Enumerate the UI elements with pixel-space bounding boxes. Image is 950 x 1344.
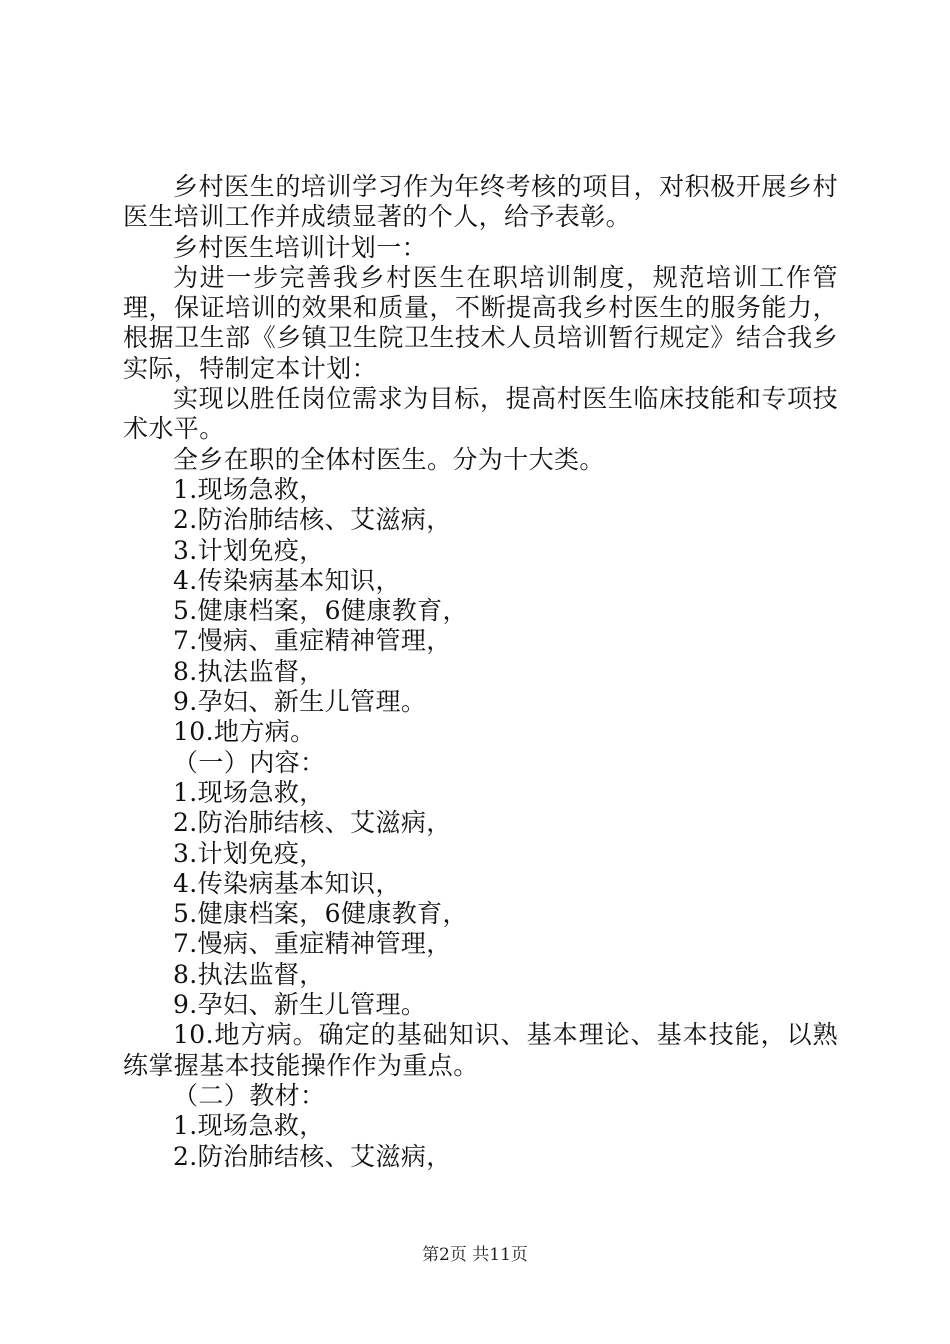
list-item: 3.计划免疫， bbox=[173, 838, 325, 868]
list-item: 8.执法监督， bbox=[173, 959, 325, 989]
page-number-label: 第2页 共11页 bbox=[422, 1245, 528, 1265]
list-item: 9.孕妇、新生儿管理。 bbox=[173, 990, 427, 1020]
paragraph: 全乡在职的全体村医生。分为十大类。 bbox=[173, 444, 605, 474]
list-item: 9.孕妇、新生儿管理。 bbox=[173, 687, 427, 717]
list-item: 3.计划免疫， bbox=[173, 535, 325, 565]
list-item: 2.防治肺结核、艾滋病， bbox=[173, 808, 452, 838]
list-item: 4.传染病基本知识， bbox=[173, 565, 401, 595]
section-heading: 乡村医生培训计划一： bbox=[173, 232, 428, 262]
section-heading: （二）教材： bbox=[173, 1080, 326, 1110]
list-item: 5.健康档案，6健康教育， bbox=[173, 899, 468, 929]
list-item: 2.防治肺结核、艾滋病， bbox=[173, 1141, 452, 1171]
document-body bbox=[123, 172, 838, 1172]
paragraph: 为进一步完善我乡村医生在职培训制度，规范培训工作管理，保证培训的效果和质量，不断提高我乡村医生的服务能力，根据卫生部《乡镇卫生院卫生技术人员培训暂行规定》结合我乡实际，特制定本计划： bbox=[123, 262, 838, 383]
list-item: 2.防治肺结核、艾滋病， bbox=[173, 505, 452, 535]
paragraph: 实现以胜任岗位需求为目标，提高村医生临床技能和专项技术水平。 bbox=[123, 384, 838, 444]
list-item: 10.地方病。 bbox=[173, 717, 316, 747]
page-footer bbox=[0, 1244, 950, 1266]
paragraph: 乡村医生的培训学习作为年终考核的项目，对积极开展乡村医生培训工作并成绩显著的个人，给予表彰。 bbox=[123, 172, 838, 232]
list-item: 7.慢病、重症精神管理， bbox=[173, 929, 452, 959]
list-item: 4.传染病基本知识， bbox=[173, 868, 401, 898]
list-item: 10.地方病。确定的基础知识、基本理论、基本技能，以熟练掌握基本技能操作作为重点。 bbox=[123, 1020, 838, 1080]
list-item: 8.执法监督， bbox=[173, 656, 325, 686]
list-item: 7.慢病、重症精神管理， bbox=[173, 626, 452, 656]
list-item: 1.现场急救， bbox=[173, 777, 325, 807]
list-item: 5.健康档案，6健康教育， bbox=[173, 596, 468, 626]
section-heading: （一）内容： bbox=[173, 747, 326, 777]
list-item: 1.现场急救， bbox=[173, 474, 325, 504]
list-item: 1.现场急救， bbox=[173, 1111, 325, 1141]
